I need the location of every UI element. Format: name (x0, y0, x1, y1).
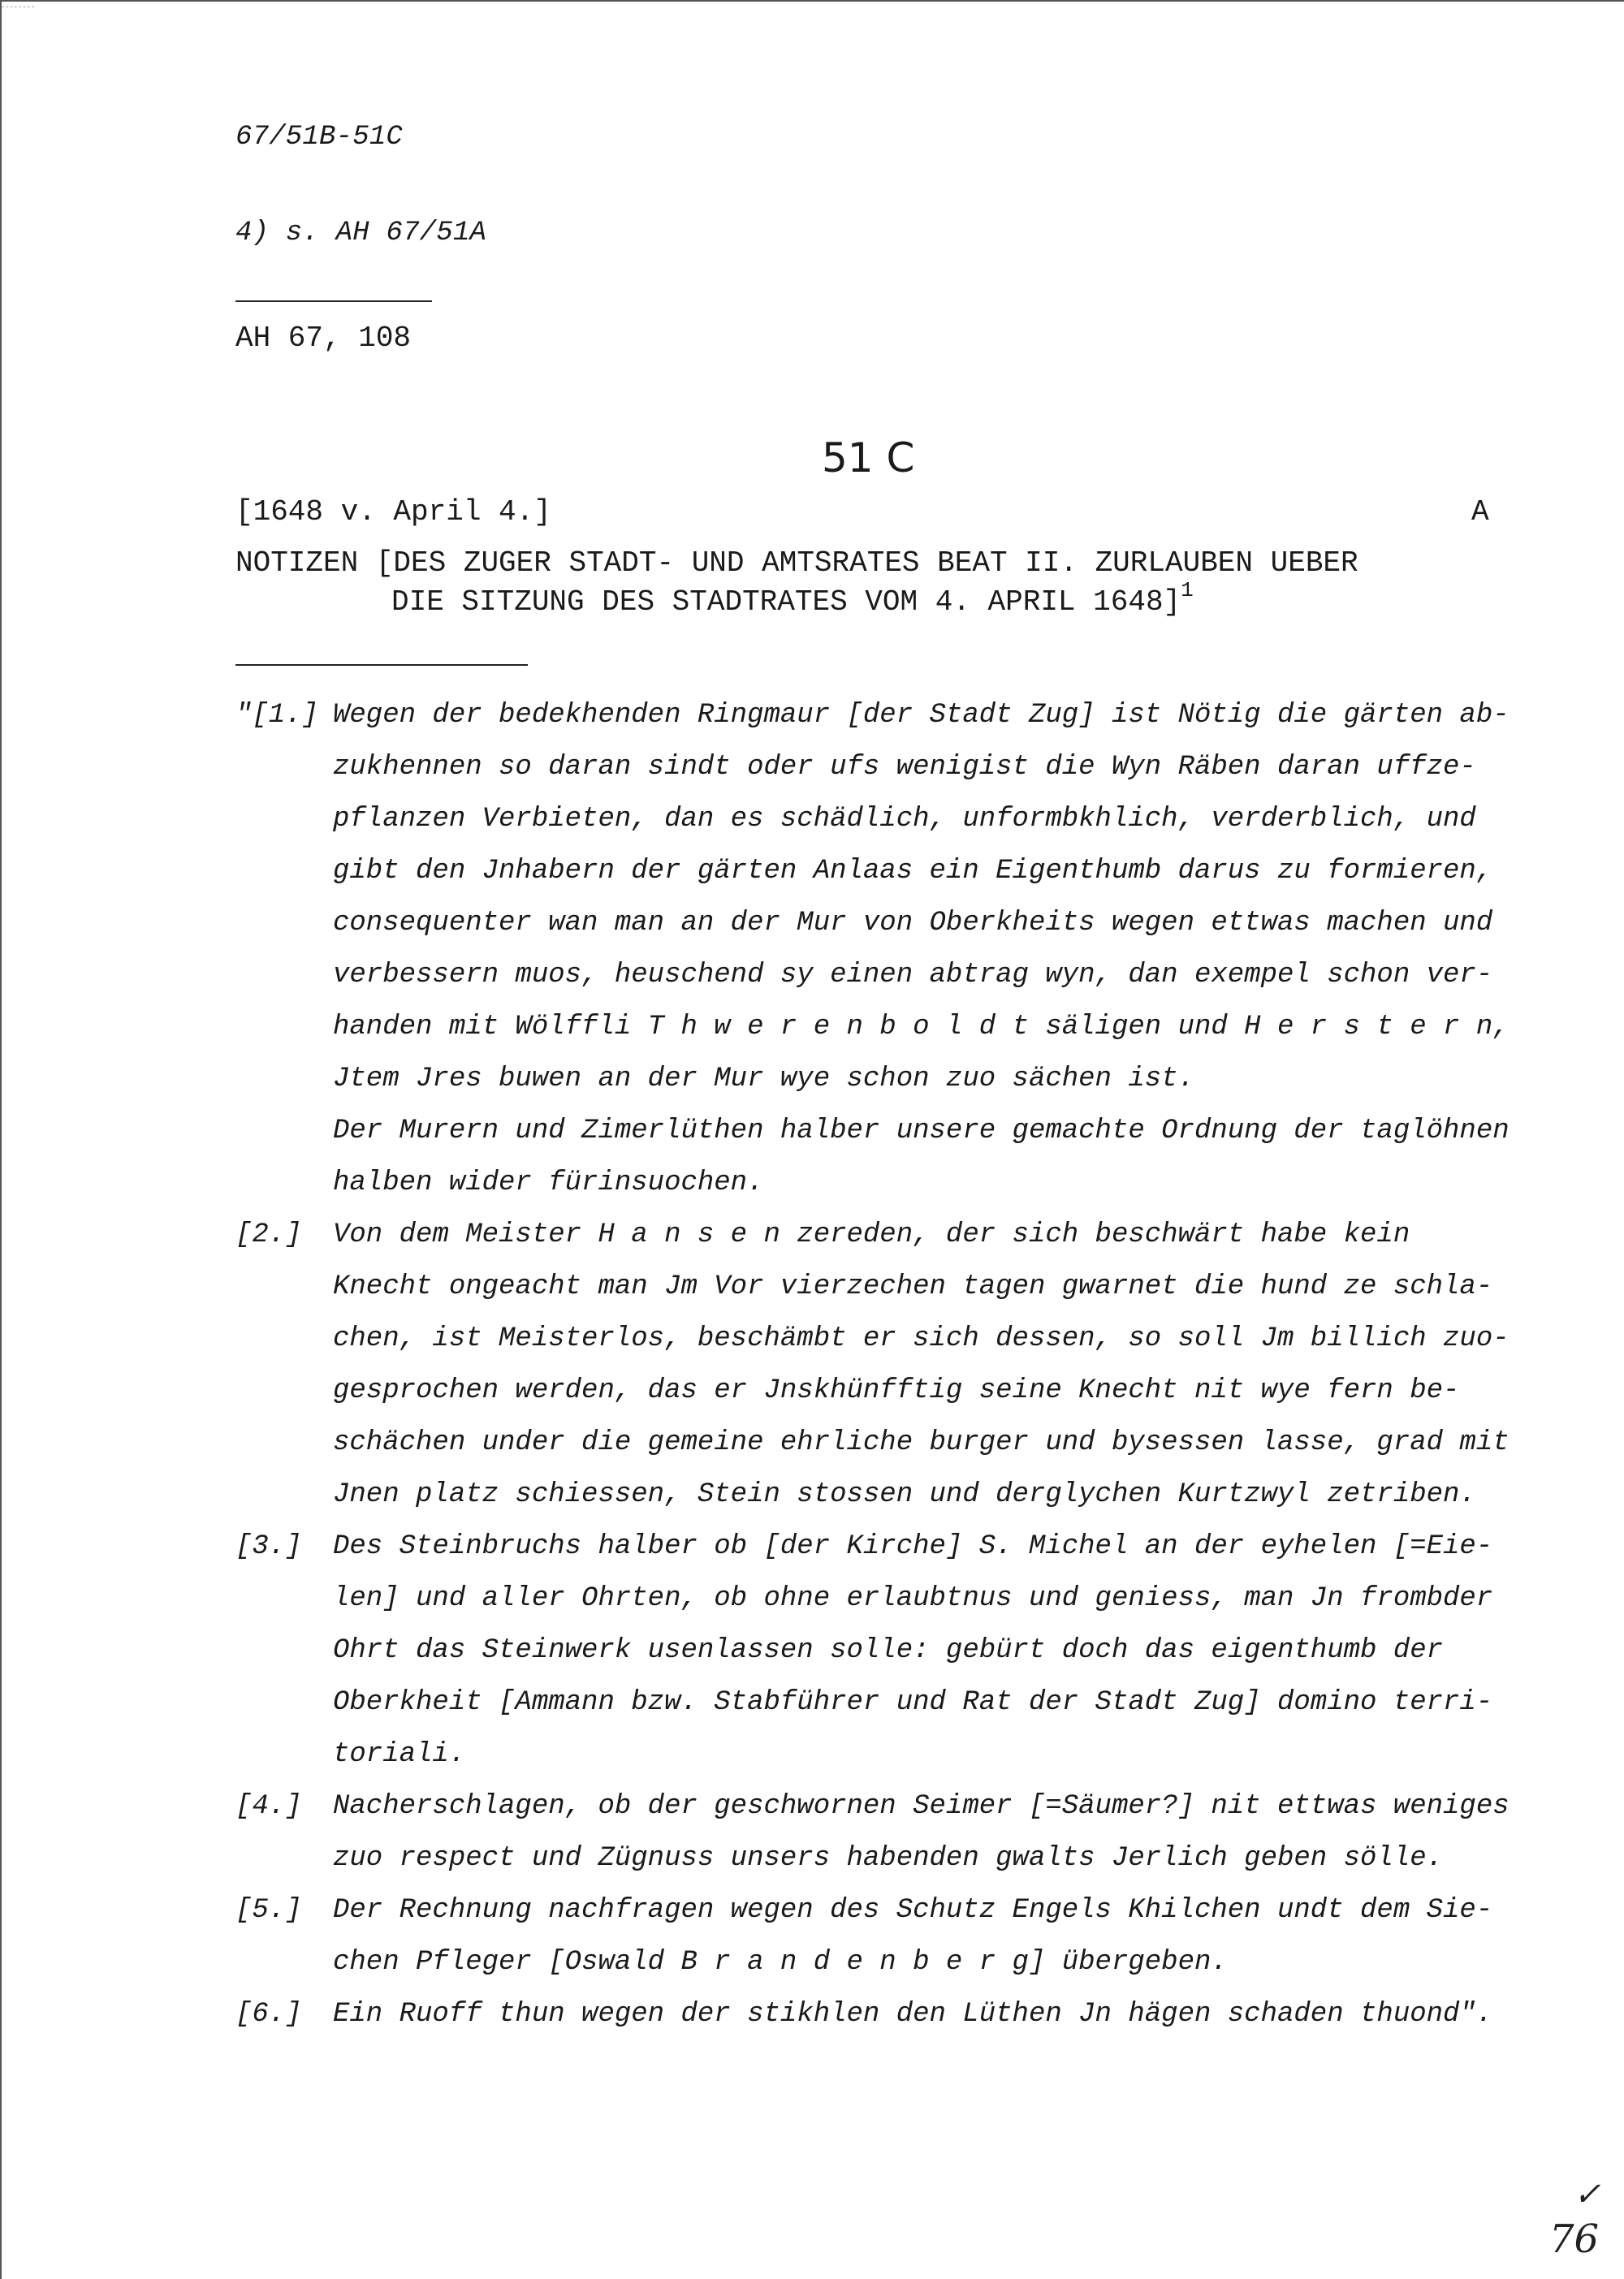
scan-border-left (0, 0, 2, 2279)
document-number: 51 C (822, 434, 915, 481)
text-line: Wegen der bedekhenden Ringmaur [der Stadt Zug] ist Nötig die gärten ab- (333, 700, 1510, 731)
item-number: [3.] (235, 1531, 302, 1562)
heading-footnote-mark: 1 (1181, 578, 1194, 602)
text-line: Von dem Meister H a n s e n zereden, der sich beschwärt habe kein (333, 1219, 1410, 1250)
heading-divider (235, 664, 528, 666)
text-line: len] und aller Ohrten, ob ohne erlaubtnus und geniess, man Jn frombder (333, 1583, 1493, 1614)
text-line: Ein Ruoff thun wegen der stikhlen den Lüthen Jn hägen schaden thuond". (333, 1999, 1493, 2030)
item-number: [2.] (235, 1219, 302, 1250)
text-line: toriali. (333, 1739, 466, 1770)
text-line: gibt den Jnhabern der gärten Anlaas ein Eigenthumb darus zu formieren, (333, 856, 1493, 887)
text-line: Oberkheit [Ammann bzw. Stabführer und Rat der Stadt Zug] domino terri- (333, 1687, 1493, 1718)
text-line: Der Murern und Zimerlüthen halber unsere gemachte Ordnung der taglöhnen (333, 1116, 1510, 1146)
page-reference: 67/51B-51C (235, 122, 404, 153)
heading-line-1: NOTIZEN [DES ZUGER STADT- UND AMTSRATES BEAT II. ZURLAUBEN UEBER (235, 546, 1358, 580)
document-date: [1648 v. April 4.] (235, 495, 551, 529)
text-line: Ohrt das Steinwerk usenlassen solle: gebürt doch das eigenthumb der (333, 1635, 1444, 1666)
scan-border-top (0, 0, 1624, 2)
text-line: schächen under die gemeine ehrliche burger und bysessen lasse, grad mit (333, 1427, 1510, 1458)
handwritten-folio-number: 76 (1549, 2216, 1600, 2262)
text-line: Des Steinbruchs halber ob [der Kirche] S. Michel an der eyhelen [=Eie- (333, 1531, 1493, 1562)
text-line: chen Pfleger [Oswald B r a n d e n b e r g] übergeben. (333, 1947, 1228, 1978)
text-line: consequenter wan man an der Mur von Oberkheits wegen ettwas machen und (333, 908, 1493, 939)
item-number: [4.] (235, 1791, 302, 1822)
text-line: Jnen platz schiessen, Stein stossen und derglychen Kurtzwyl zetriben. (333, 1479, 1476, 1510)
scan-corner-mark (2, 6, 34, 8)
text-line: handen mit Wölffli T h w e r e n b o l d t säligen und H e r s t e r n, (333, 1012, 1510, 1042)
text-line: Der Rechnung nachfragen wegen des Schutz Engels Khilchen undt dem Sie- (333, 1895, 1493, 1926)
handwritten-check-mark: ✓ (1574, 2176, 1601, 2213)
text-line: Nacherschlagen, ob der geschwornen Seimer [=Säumer?] nit ettwas weniges (333, 1791, 1510, 1822)
footnote: 4) s. AH 67/51A (235, 218, 487, 248)
text-line: chen, ist Meisterlos, beschämbt er sich dessen, so soll Jm billich zuo- (333, 1323, 1510, 1354)
version-marker: A (1471, 495, 1489, 529)
text-line: pflanzen Verbieten, dan es schädlich, unformbkhlich, verderblich, und (333, 804, 1476, 835)
text-line: Knecht ongeacht man Jm Vor vierzechen tagen gwarnet die hund ze schla- (333, 1271, 1493, 1302)
item-number: [6.] (235, 1999, 302, 2030)
text-line: gesprochen werden, das er Jnskhünfftig seine Knecht nit wye fern be- (333, 1375, 1460, 1406)
text-line: zuo respect und Zügnuss unsers habenden gwalts Jerlich geben sölle. (333, 1843, 1444, 1874)
text-line: verbessern muos, heuschend sy einen abtrag wyn, dan exempel schon ver- (333, 960, 1493, 991)
footnote-divider (235, 300, 432, 302)
source-reference: AH 67, 108 (235, 322, 412, 355)
item-number: [5.] (235, 1895, 302, 1926)
text-line: zukhennen so daran sindt oder ufs wenigist die Wyn Räben daran uffze- (333, 752, 1476, 783)
text-line: halben wider fürinsuochen. (333, 1168, 764, 1198)
heading-line-2: DIE SITZUNG DES STADTRATES VOM 4. APRIL 1648]$^1$ (391, 578, 1194, 619)
text-line: Jtem Jres buwen an der Mur wye schon zuo sächen ist. (333, 1064, 1194, 1094)
item-number: "[1.] (235, 700, 319, 731)
